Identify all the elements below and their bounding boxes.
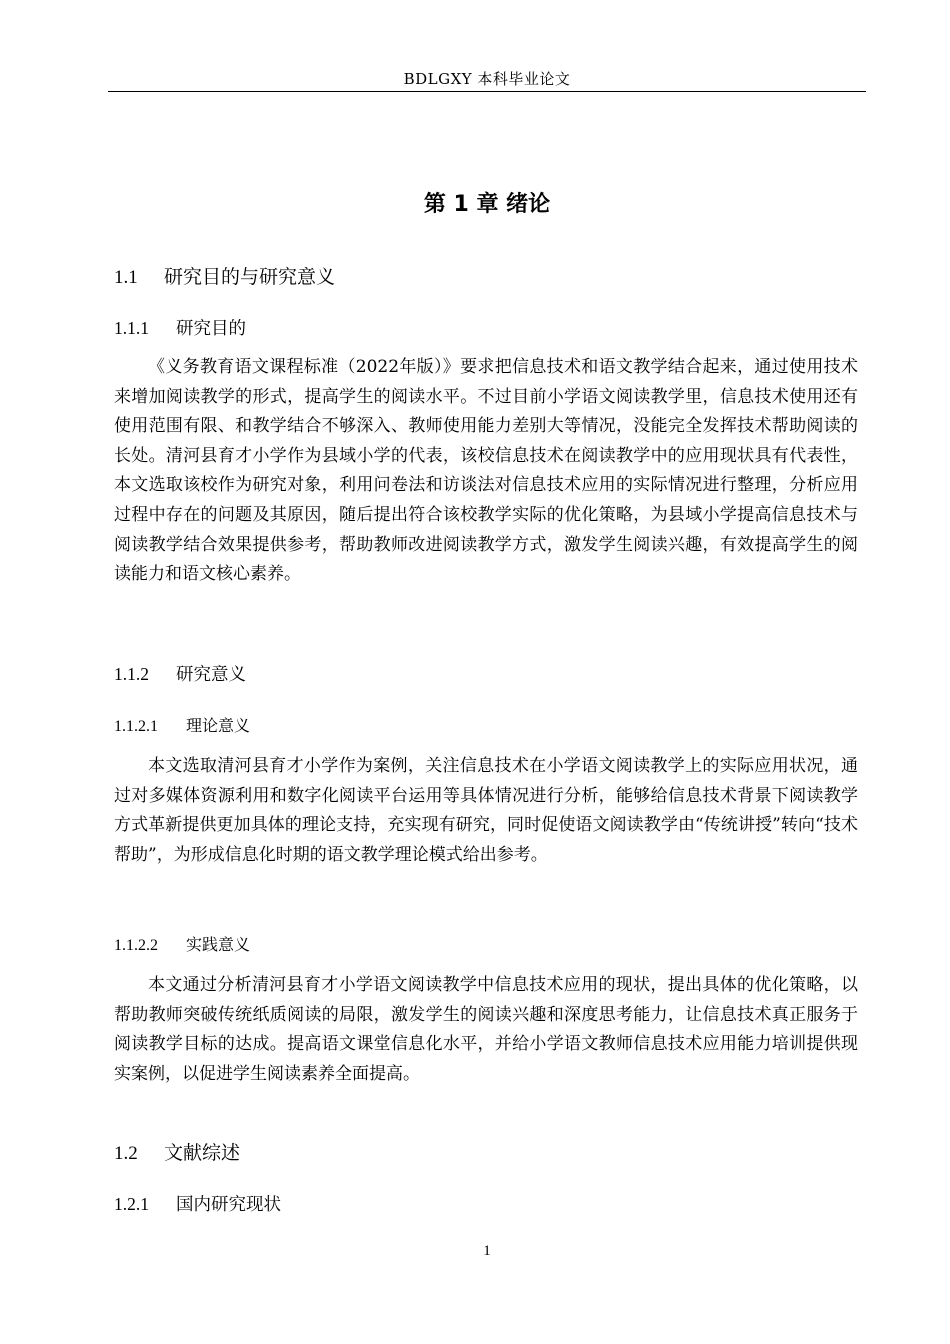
- section-title: 国内研究现状: [176, 1195, 281, 1215]
- section-title: 理论意义: [186, 716, 251, 735]
- subsection-heading-1-1-1: [114, 314, 246, 343]
- section-number: 1.1.2: [114, 664, 149, 684]
- section-heading-1-1: [114, 262, 335, 293]
- paragraph-practical-significance: 本文通过分析清河县育才小学语文阅读教学中信息技术应用的现状，提出具体的优化策略，以帮助教师突破传统纸质阅读的局限，激发学生的阅读兴趣和深度思考能力，让信息技术真正服务于阅读教学目标的达成。提高语文课堂信息化水平，并给小学语文教师信息技术应用能力培训提供现实案例，以促进学生阅读素养全面提高。: [114, 975, 858, 1084]
- section-number: 1.1.2.1: [114, 718, 158, 735]
- section-number: 1.2: [114, 1143, 138, 1164]
- paragraph-theoretical-significance: 本文选取清河县育才小学作为案例，关注信息技术在小学语文阅读教学上的实际应用状况，通过对多媒体资源利用和数字化阅读平台运用等具体情况进行分析，能够给信息技术背景下阅读教学方式革新提供更加具体的理论支持，充实现有研究，同时促使语文阅读教学由“传统讲授”转向“技术帮助”，为形成信息化时期的语文教学理论模式给出参考。: [114, 756, 858, 865]
- section-number: 1.2.1: [114, 1194, 149, 1214]
- section-heading-1-2: [114, 1138, 240, 1169]
- section-title: 文献综述: [164, 1142, 241, 1164]
- subsection-heading-1-1-2: [114, 660, 246, 689]
- subsection-heading-1-2-1: [114, 1190, 281, 1219]
- subsubsection-heading-1-1-2-2: [114, 932, 250, 959]
- chapter-title: 第 1 章 绪论: [423, 192, 551, 217]
- section-title: 研究目的: [176, 319, 246, 339]
- section-title: 研究目的与研究意义: [164, 266, 336, 288]
- section-number: 1.1.1: [114, 318, 149, 338]
- section-number: 1.1: [114, 267, 138, 288]
- subsubsection-heading-1-1-2-1: [114, 713, 250, 740]
- running-header: BDLGXY 本科毕业论文: [403, 70, 571, 88]
- section-title: 实践意义: [186, 935, 251, 954]
- page-number: 1: [483, 1243, 491, 1259]
- section-title: 研究意义: [176, 665, 246, 685]
- header-rule: [108, 91, 866, 92]
- paragraph-research-purpose: 《义务教育语文课程标准（2022年版）》要求把信息技术和语文教学结合起来，通过使用技术来增加阅读教学的形式，提高学生的阅读水平。不过目前小学语文阅读教学里，信息技术使用还有使用范围有限、和教学结合不够深入、教师使用能力差别大等情况，没能完全发挥技术帮助阅读的长处。清河县育才小学作为县域小学的代表，该校信息技术在阅读教学中的应用现状具有代表性，本文选取该校作为研究对象，利用问卷法和访谈法对信息技术应用的实际情况进行整理，分析应用过程中存在的问题及其原因，随后提出符合该校教学实际的优化策略，为县域小学提高信息技术与阅读教学结合效果提供参考，帮助教师改进阅读教学方式，激发学生阅读兴趣，有效提高学生的阅读能力和语文核心素养。: [114, 357, 858, 585]
- section-number: 1.1.2.2: [114, 937, 158, 954]
